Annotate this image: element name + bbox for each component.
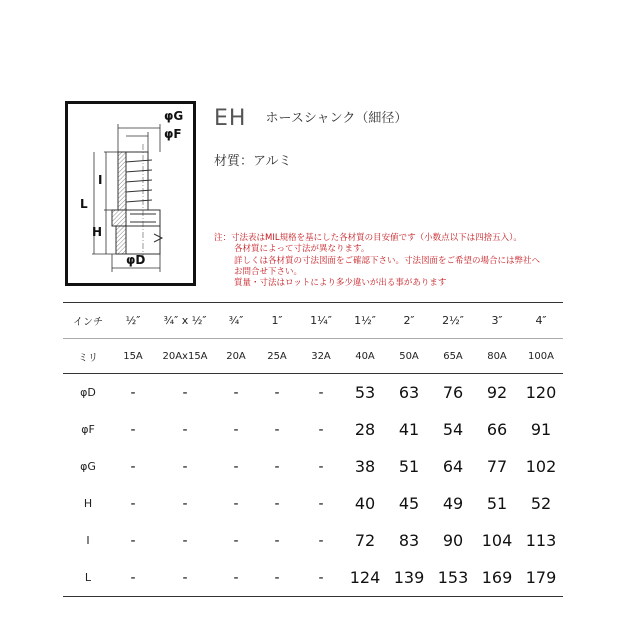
note-line: 各材質によって寸法が異なります。: [234, 244, 370, 255]
label-I: I: [98, 173, 103, 187]
product-code: EH: [214, 106, 247, 131]
inch-cell: 4″: [519, 303, 563, 339]
dimension-value: 104: [481, 531, 513, 550]
inch-cell: 1″: [255, 303, 299, 339]
dimension-value: -: [274, 458, 280, 475]
dimension-value: -: [182, 458, 188, 475]
mm-cell: 100A: [519, 339, 563, 374]
dimension-value: 179: [525, 568, 557, 587]
dimension-row: [63, 448, 563, 485]
inch-cell: 2″: [387, 303, 431, 339]
dimension-value: -: [233, 421, 239, 438]
dimension-value: 28: [354, 420, 376, 439]
note-line: お問合せ下さい。: [234, 266, 303, 277]
dimension-value: 66: [486, 420, 508, 439]
dimension-value: -: [182, 495, 188, 512]
dimension-value: 92: [486, 383, 508, 402]
inch-header: インチ: [63, 303, 113, 339]
mm-cell: 20A: [217, 339, 255, 374]
mm-cell: 40A: [343, 339, 387, 374]
dimension-value: 45: [398, 494, 420, 513]
inch-cell: 3″: [475, 303, 519, 339]
inch-cell: 1½″: [343, 303, 387, 339]
dimension-value: -: [233, 495, 239, 512]
dimension-value: 63: [398, 383, 420, 402]
dimension-value: -: [130, 421, 136, 438]
label-G: φG: [164, 109, 184, 123]
dimension-value: -: [318, 495, 324, 512]
label-D: φD: [126, 253, 146, 267]
hose-shank-diagram: [68, 104, 199, 289]
dimension-row: [63, 522, 563, 559]
dimension-value: 91: [530, 420, 552, 439]
product-material: 材質：アルミ: [214, 154, 292, 169]
label-L: L: [80, 197, 88, 211]
dimension-value: -: [274, 569, 280, 586]
mm-cell: 20Ax15A: [153, 339, 217, 374]
dimension-value: 49: [442, 494, 464, 513]
dimension-value: -: [182, 532, 188, 549]
dimension-label: I: [86, 534, 90, 547]
dimension-value: -: [318, 421, 324, 438]
mm-cell: 65A: [431, 339, 475, 374]
dimension-value: -: [130, 532, 136, 549]
dimension-value: -: [274, 421, 280, 438]
dimension-value: 169: [481, 568, 513, 587]
note-line: 質量・寸法はロットにより多少違いが出る事があります: [234, 278, 447, 289]
dimension-value: 124: [349, 568, 381, 587]
dimension-label: L: [84, 571, 92, 584]
dimension-value: 51: [398, 457, 420, 476]
dimension-value: 72: [354, 531, 376, 550]
dimension-row: [63, 559, 563, 597]
dimension-value: -: [233, 569, 239, 586]
dimension-value: 139: [393, 568, 425, 587]
spec-table: [63, 302, 563, 597]
mm-cell: 15A: [113, 339, 153, 374]
label-H: H: [92, 225, 103, 239]
dimension-value: -: [130, 384, 136, 401]
dimension-value: -: [274, 384, 280, 401]
inch-cell: ½″: [113, 303, 153, 339]
inch-cell: ¾″ x ½″: [153, 303, 217, 339]
dimension-value: 54: [442, 420, 464, 439]
dimension-value: -: [318, 569, 324, 586]
dimension-value: 102: [525, 457, 557, 476]
product-name: ホースシャンク（細径）: [265, 111, 408, 126]
dimension-value: -: [318, 532, 324, 549]
dimension-value: -: [182, 384, 188, 401]
label-F: φF: [164, 127, 182, 141]
mm-cell: 80A: [475, 339, 519, 374]
dimension-value: -: [130, 458, 136, 475]
inch-cell: 1¼″: [299, 303, 343, 339]
dimension-value: 113: [525, 531, 557, 550]
dimension-row: [63, 485, 563, 522]
inch-cell: 2½″: [431, 303, 475, 339]
dimension-value: 52: [530, 494, 552, 513]
dimension-value: 77: [486, 457, 508, 476]
mm-cell: 50A: [387, 339, 431, 374]
dimension-value: 38: [354, 457, 376, 476]
dimension-value: 76: [442, 383, 464, 402]
dimension-value: 153: [437, 568, 469, 587]
dimension-label: φF: [81, 423, 95, 436]
notes: [214, 233, 554, 289]
dimension-value: 51: [486, 494, 508, 513]
dimension-row: [63, 374, 563, 412]
inch-row: [63, 303, 563, 339]
dimension-value: -: [182, 421, 188, 438]
dimension-value: -: [182, 569, 188, 586]
dimension-label: φD: [80, 386, 96, 399]
dimension-value: -: [130, 569, 136, 586]
dimension-value: -: [233, 532, 239, 549]
mm-header: ミリ: [63, 339, 113, 374]
dimension-value: 40: [354, 494, 376, 513]
dimension-value: 41: [398, 420, 420, 439]
dimension-row: [63, 411, 563, 448]
dimension-value: -: [318, 458, 324, 475]
dimension-label: φG: [80, 460, 96, 473]
note-line: 注：寸法表はMIL規格を基にした各材質の目安値です（小数点以下は四捨五入）。: [214, 233, 522, 243]
note-line: 詳しくは各材質の寸法図面をご確認下さい。寸法図面をご希望の場合には弊社へ: [234, 255, 541, 266]
dimension-value: -: [233, 384, 239, 401]
dimension-value: -: [274, 495, 280, 512]
inch-cell: ¾″: [217, 303, 255, 339]
dimension-value: 120: [525, 383, 557, 402]
dimension-value: 90: [442, 531, 464, 550]
product-title: [214, 106, 407, 132]
technical-drawing: [65, 101, 196, 286]
dimension-value: -: [233, 458, 239, 475]
dimension-value: -: [318, 384, 324, 401]
dimension-label: H: [83, 497, 93, 510]
mm-cell: 32A: [299, 339, 343, 374]
mm-cell: 25A: [255, 339, 299, 374]
dimension-value: 83: [398, 531, 420, 550]
mm-row: [63, 339, 563, 374]
dimension-value: 64: [442, 457, 464, 476]
dimension-value: -: [130, 495, 136, 512]
dimension-value: -: [274, 532, 280, 549]
dimension-value: 53: [354, 383, 376, 402]
